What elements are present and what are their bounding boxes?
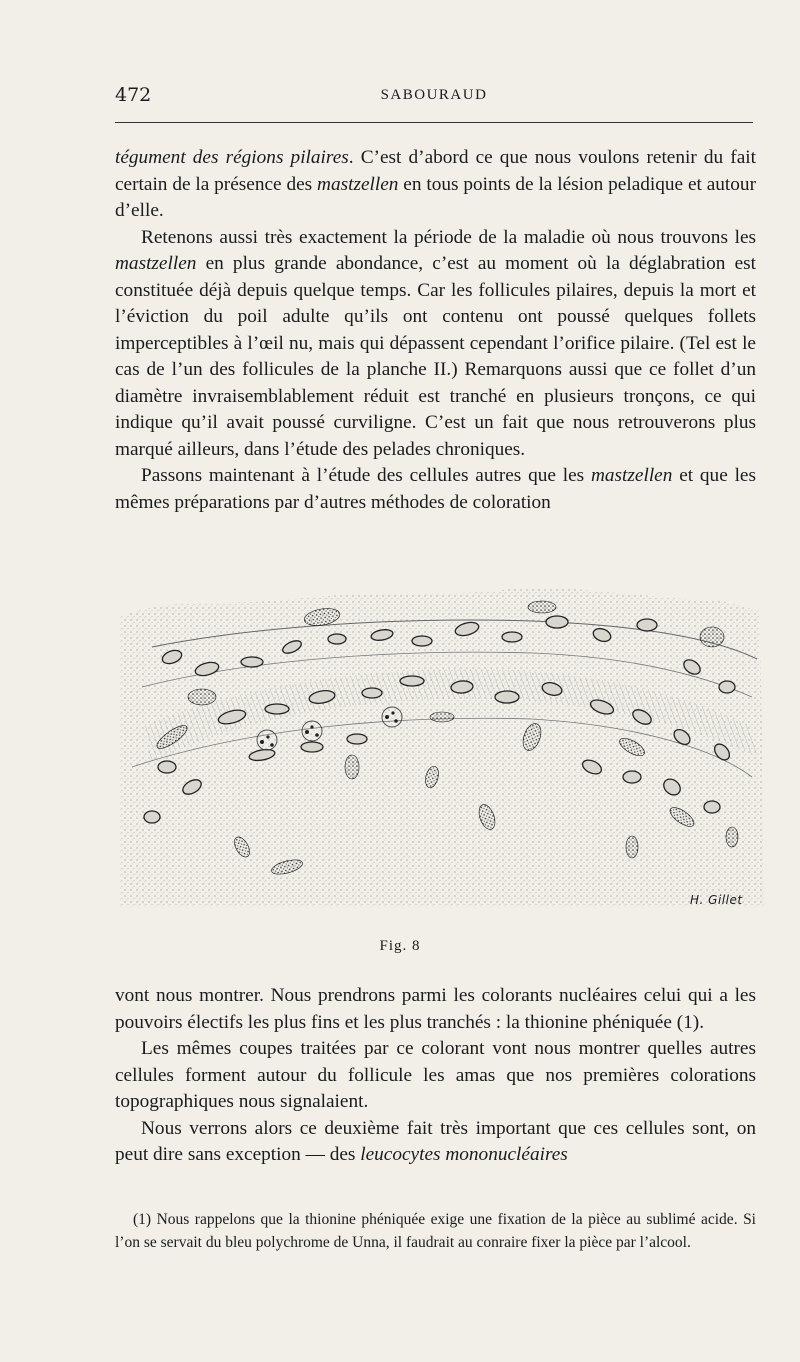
text-block-bottom <box>115 983 756 1169</box>
page-header <box>115 84 753 114</box>
footnote <box>115 1208 756 1254</box>
paragraph <box>115 225 756 464</box>
paragraph <box>115 145 756 225</box>
text-span: Retenons aussi très exactement la période de la maladie où nous trouvons les <box>141 226 756 248</box>
running-head: SABOURAUD <box>380 87 488 103</box>
paragraph: Les mêmes coupes traitées par ce colorant vont nous montrer quelles autres cellules forment autour du follicule les amas que nos premières colorations topographiques nous signalaient. <box>115 1038 756 1112</box>
artist-signature: H. Gillet <box>690 893 743 907</box>
text-span: et que les mêmes préparations par d’autres méthodes de coloration <box>115 465 756 513</box>
italic-span: mastzellen <box>590 465 673 486</box>
page-number: 472 <box>115 84 152 106</box>
histology-figure <box>112 577 768 915</box>
text-span: . C’est d’abord ce que nous voulons retenir du fait certain de la présence des <box>115 147 756 195</box>
italic-span: leucocytes mononucléaires <box>360 1144 568 1165</box>
italic-span: tégument des régions pilaires <box>115 147 349 168</box>
figure-caption: Fig. 8 <box>379 938 421 954</box>
text-block-top <box>115 145 756 516</box>
footnote-text: (1) Nous rappelons que la thionine phéniquée exige une fixation de la pièce au sublimé acide. Si l’on se servait du bleu polychrome de Unna, il faudrait au conraire fixer la pièce par l’alcool. <box>115 1211 756 1251</box>
text-span: Passons maintenant à l’étude des cellules autres que les <box>141 465 591 486</box>
histology-drawing <box>112 577 768 915</box>
header-rule <box>115 122 753 123</box>
paragraph: vont nous montrer. Nous prendrons parmi les colorants nucléaires celui qui a les pouvoirs électifs les plus fins et les plus tranchés : la thionine phéniquée (1). <box>115 985 756 1033</box>
text-span: en plus grande abondance, c’est au moment où la déglabration est constituée déjà depuis quelque temps. Car les follicules pilaires, depuis la mort et l’éviction du poil adulte qu’ils ont contenu ont poussé quelques follets imperceptibles à l’œil nu, mais qui dépassent cependant l’orifice pilaire. (Tel est le cas de l’un des follicules de la planche II.) Remarquons aussi que ce follet d’un diamètre invraisemblablement réduit est tranché en plusieurs tronçons, ce qui indique qu’il avait poussé curviligne. C’est un fait que nous retrouverons plus marqué ailleurs, dans l’étude des pelades chroniques. <box>115 253 756 460</box>
text-span: Nous verrons alors ce deuxième fait très important que ces cellules sont, on peut dire sans exception — des <box>115 1117 756 1165</box>
italic-span: mastzellen <box>115 253 197 274</box>
paragraph <box>115 1116 756 1169</box>
text-span: en tous points de la lésion peladique et autour d’elle. <box>115 173 756 221</box>
italic-span: mastzellen <box>317 173 399 195</box>
paragraph <box>115 463 756 516</box>
